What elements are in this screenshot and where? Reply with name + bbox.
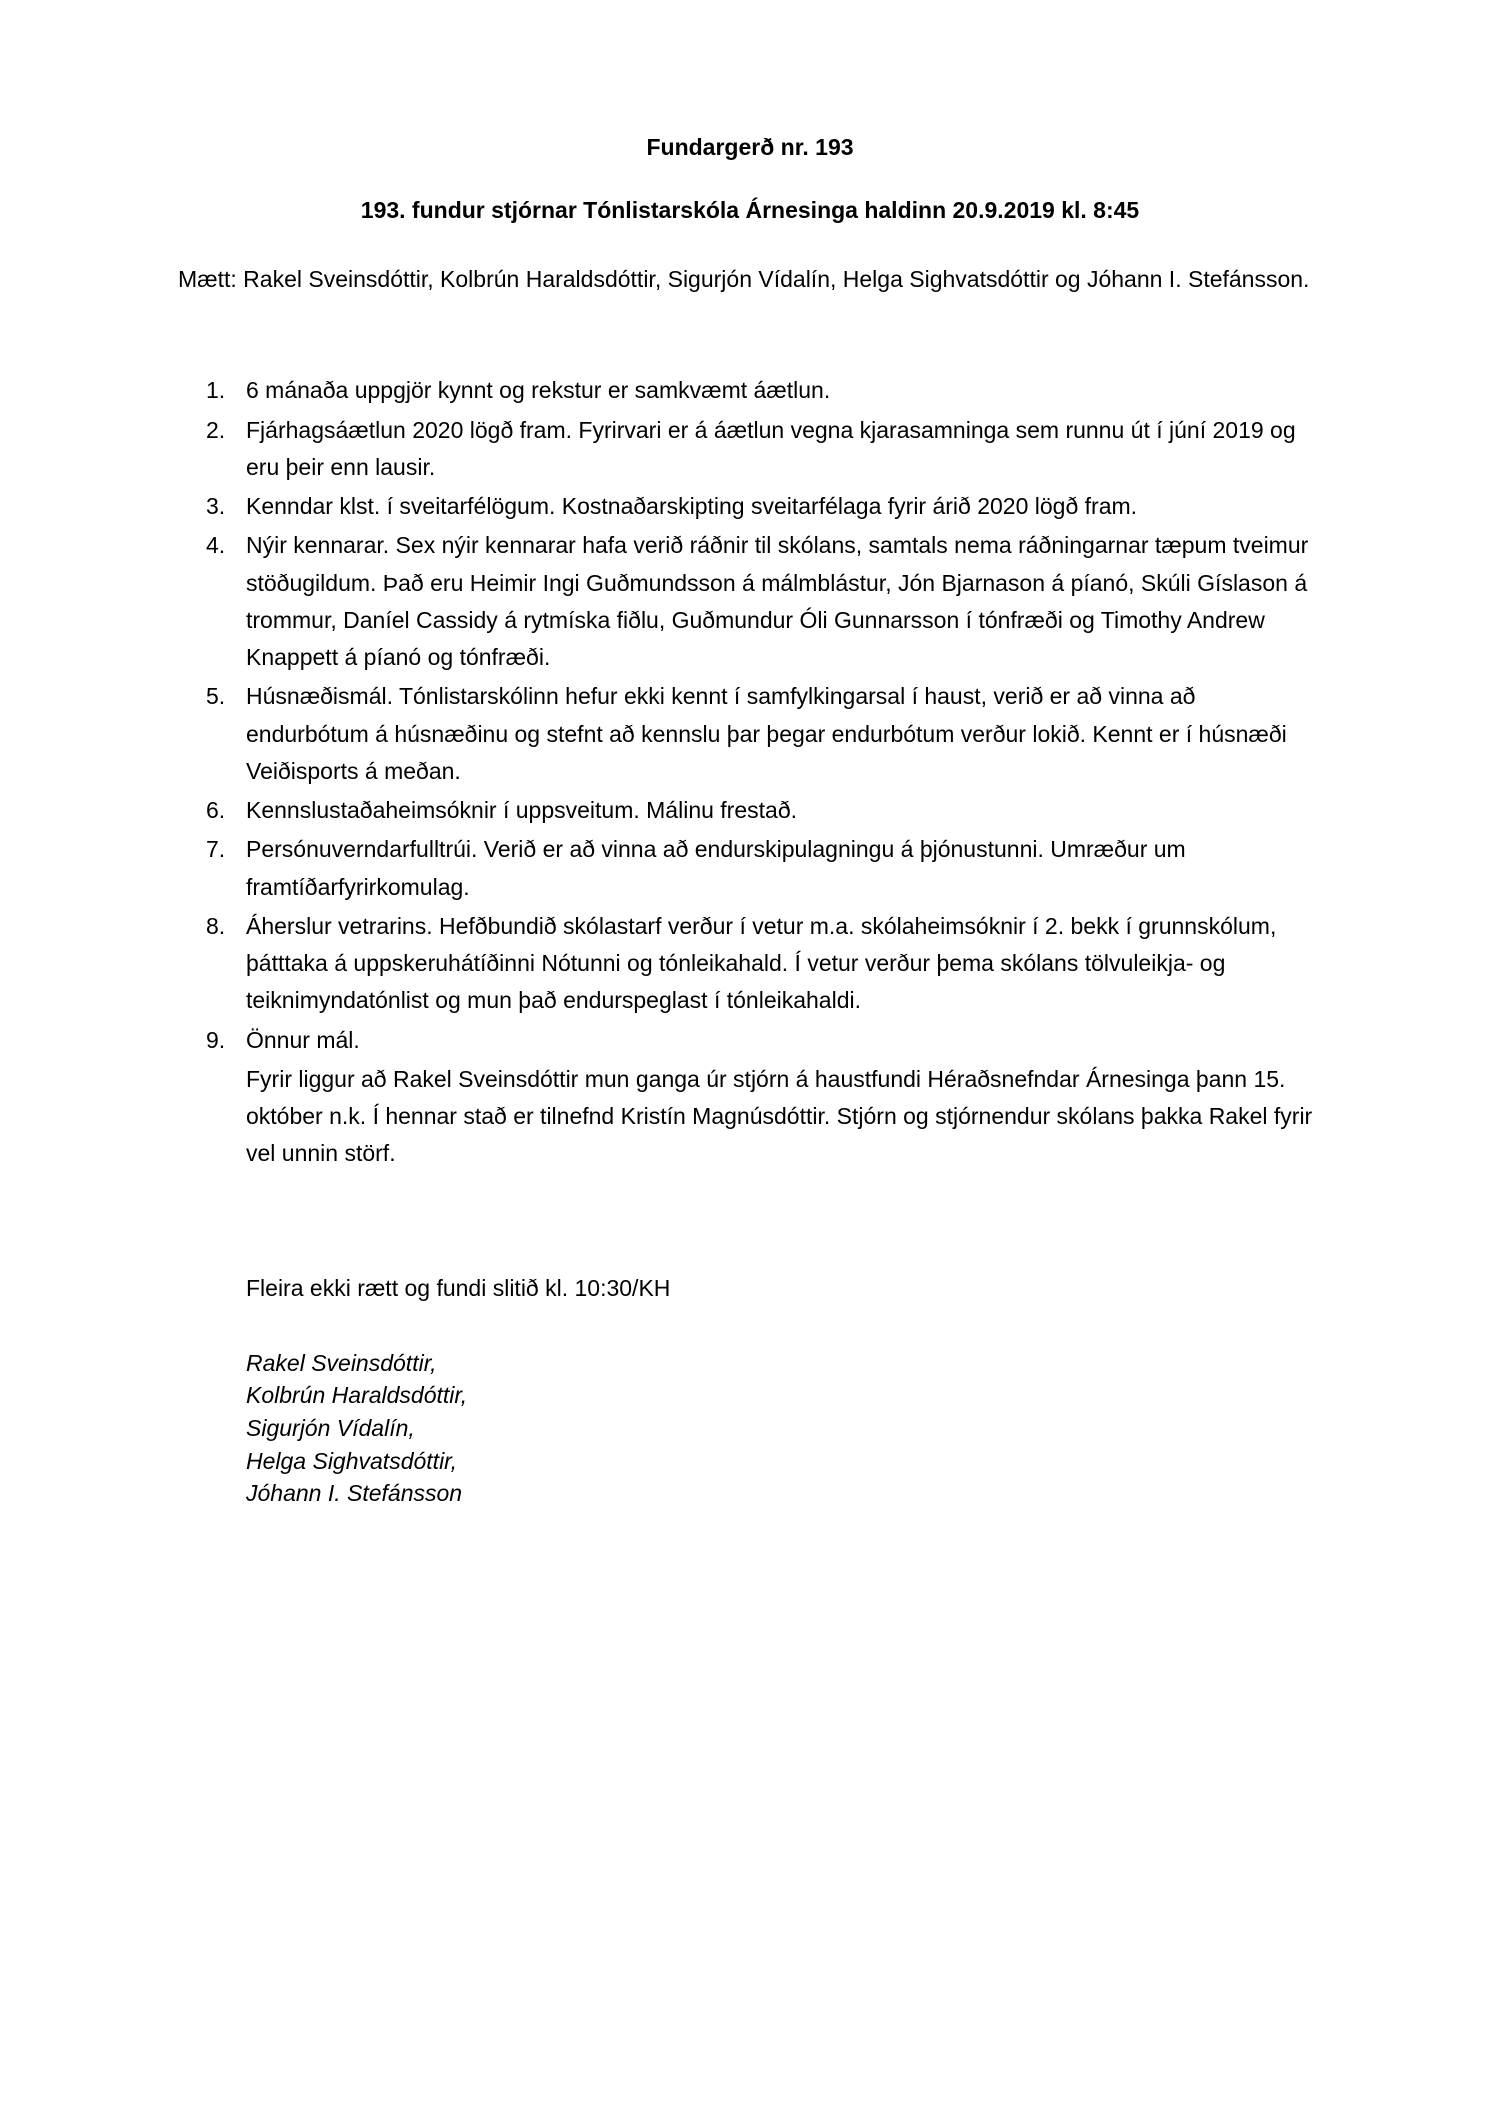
list-item-text: Önnur mál. xyxy=(246,1026,360,1053)
closing-paragraph: Fleira ekki rætt og fundi slitið kl. 10:30/KH xyxy=(246,1274,671,1301)
list-item-subtext: Fyrir liggur að Rakel Sveinsdóttir mun ganga úr stjórn á haustfundi Héraðsnefndar Árnesinga þann 15. október n.k. Í hennar stað er tilnefnd Kristín Magnúsdóttir. Stjórn og stjórnendur skólans þakka Rakel fyrir vel unnin störf. xyxy=(246,1065,1313,1167)
signature-block xyxy=(178,1347,1322,1510)
signature-line: Sigurjón Vídalín, xyxy=(246,1415,415,1442)
signature-line: Helga Sighvatsdóttir, xyxy=(246,1447,457,1474)
attendees-paragraph: Mætt: Rakel Sveinsdóttir, Kolbrún Haraldsdóttir, Sigurjón Vídalín, Helga Sighvatsdóttir og Jóhann I. Stefánsson. xyxy=(178,266,1310,292)
list-item xyxy=(178,908,1322,1020)
list-item-text: Kennslustaðaheimsóknir í uppsveitum. Málinu frestað. xyxy=(246,797,798,823)
list-item-text: Áherslur vetrarins. Hefðbundið skólastarf verður í vetur m.a. skólaheimsóknir í 2. bekk í grunnskólum, þátttaka á uppskeruhátíðinni Nótunni og tónleikahald. Í vetur verður þema skólans tölvuleikja- og teiknimyndatónlist og mun það endurspeglast í tónleikahaldi. xyxy=(246,912,1277,1014)
list-item xyxy=(178,1022,1322,1173)
signature-line: Kolbrún Haraldsdóttir, xyxy=(246,1382,468,1409)
list-item xyxy=(178,527,1322,676)
agenda-list xyxy=(178,372,1322,1172)
list-item xyxy=(178,372,1322,409)
spacer xyxy=(178,1175,1322,1247)
list-item-text: Húsnæðismál. Tónlistarskólinn hefur ekki kennt í samfylkingarsal í haust, verið er að vinna að endurbótum á húsnæðinu og stefnt að kennslu þar þegar endurbótum verður lokið. Kennt er í húsnæði Veiðisports á meðan. xyxy=(246,683,1287,784)
list-item xyxy=(178,678,1322,790)
list-item xyxy=(178,831,1322,906)
list-item-text: Nýir kennarar. Sex nýir kennarar hafa verið ráðnir til skólans, samtals nema ráðningarnar tæpum tveimur stöðugildum. Það eru Heimir Ingi Guðmundsson á málmblástur, Jón Bjarnason á píanó, Skúli Gíslason á trommur, Daníel Cassidy á rytmíska fiðlu, Guðmundur Óli Gunnarsson í tónfræði og Timothy Andrew Knappett á píanó og tónfræði. xyxy=(246,532,1309,670)
list-item-text: 6 mánaða uppgjör kynnt og rekstur er samkvæmt áætlun. xyxy=(246,377,831,404)
list-item-text: Kenndar klst. í sveitarfélögum. Kostnaðarskipting sveitarfélaga fyrir árið 2020 lögð fram. xyxy=(246,493,1138,519)
page-title: Fundargerð nr. 193 xyxy=(646,134,854,160)
title-block xyxy=(178,130,1322,227)
signature-line: Rakel Sveinsdóttir, xyxy=(246,1349,437,1376)
list-item xyxy=(178,792,1322,829)
spacer xyxy=(178,298,1322,372)
list-item xyxy=(178,488,1322,525)
list-item-text: Fjárhagsáætlun 2020 lögð fram. Fyrirvari er á áætlun vegna kjarasamninga sem runnu út í júní 2019 og eru þeir enn lausir. xyxy=(246,416,1296,480)
list-item xyxy=(178,412,1322,487)
list-item-text: Persónuverndarfulltrúi. Verið er að vinna að endurskipulagningu á þjónustunni. Umræður um framtíðarfyrirkomulag. xyxy=(246,836,1186,900)
signature-line: Jóhann I. Stefánsson xyxy=(246,1480,463,1507)
page-subtitle: 193. fundur stjórnar Tónlistarskóla Árnesinga haldinn 20.9.2019 kl. 8:45 xyxy=(360,196,1140,223)
